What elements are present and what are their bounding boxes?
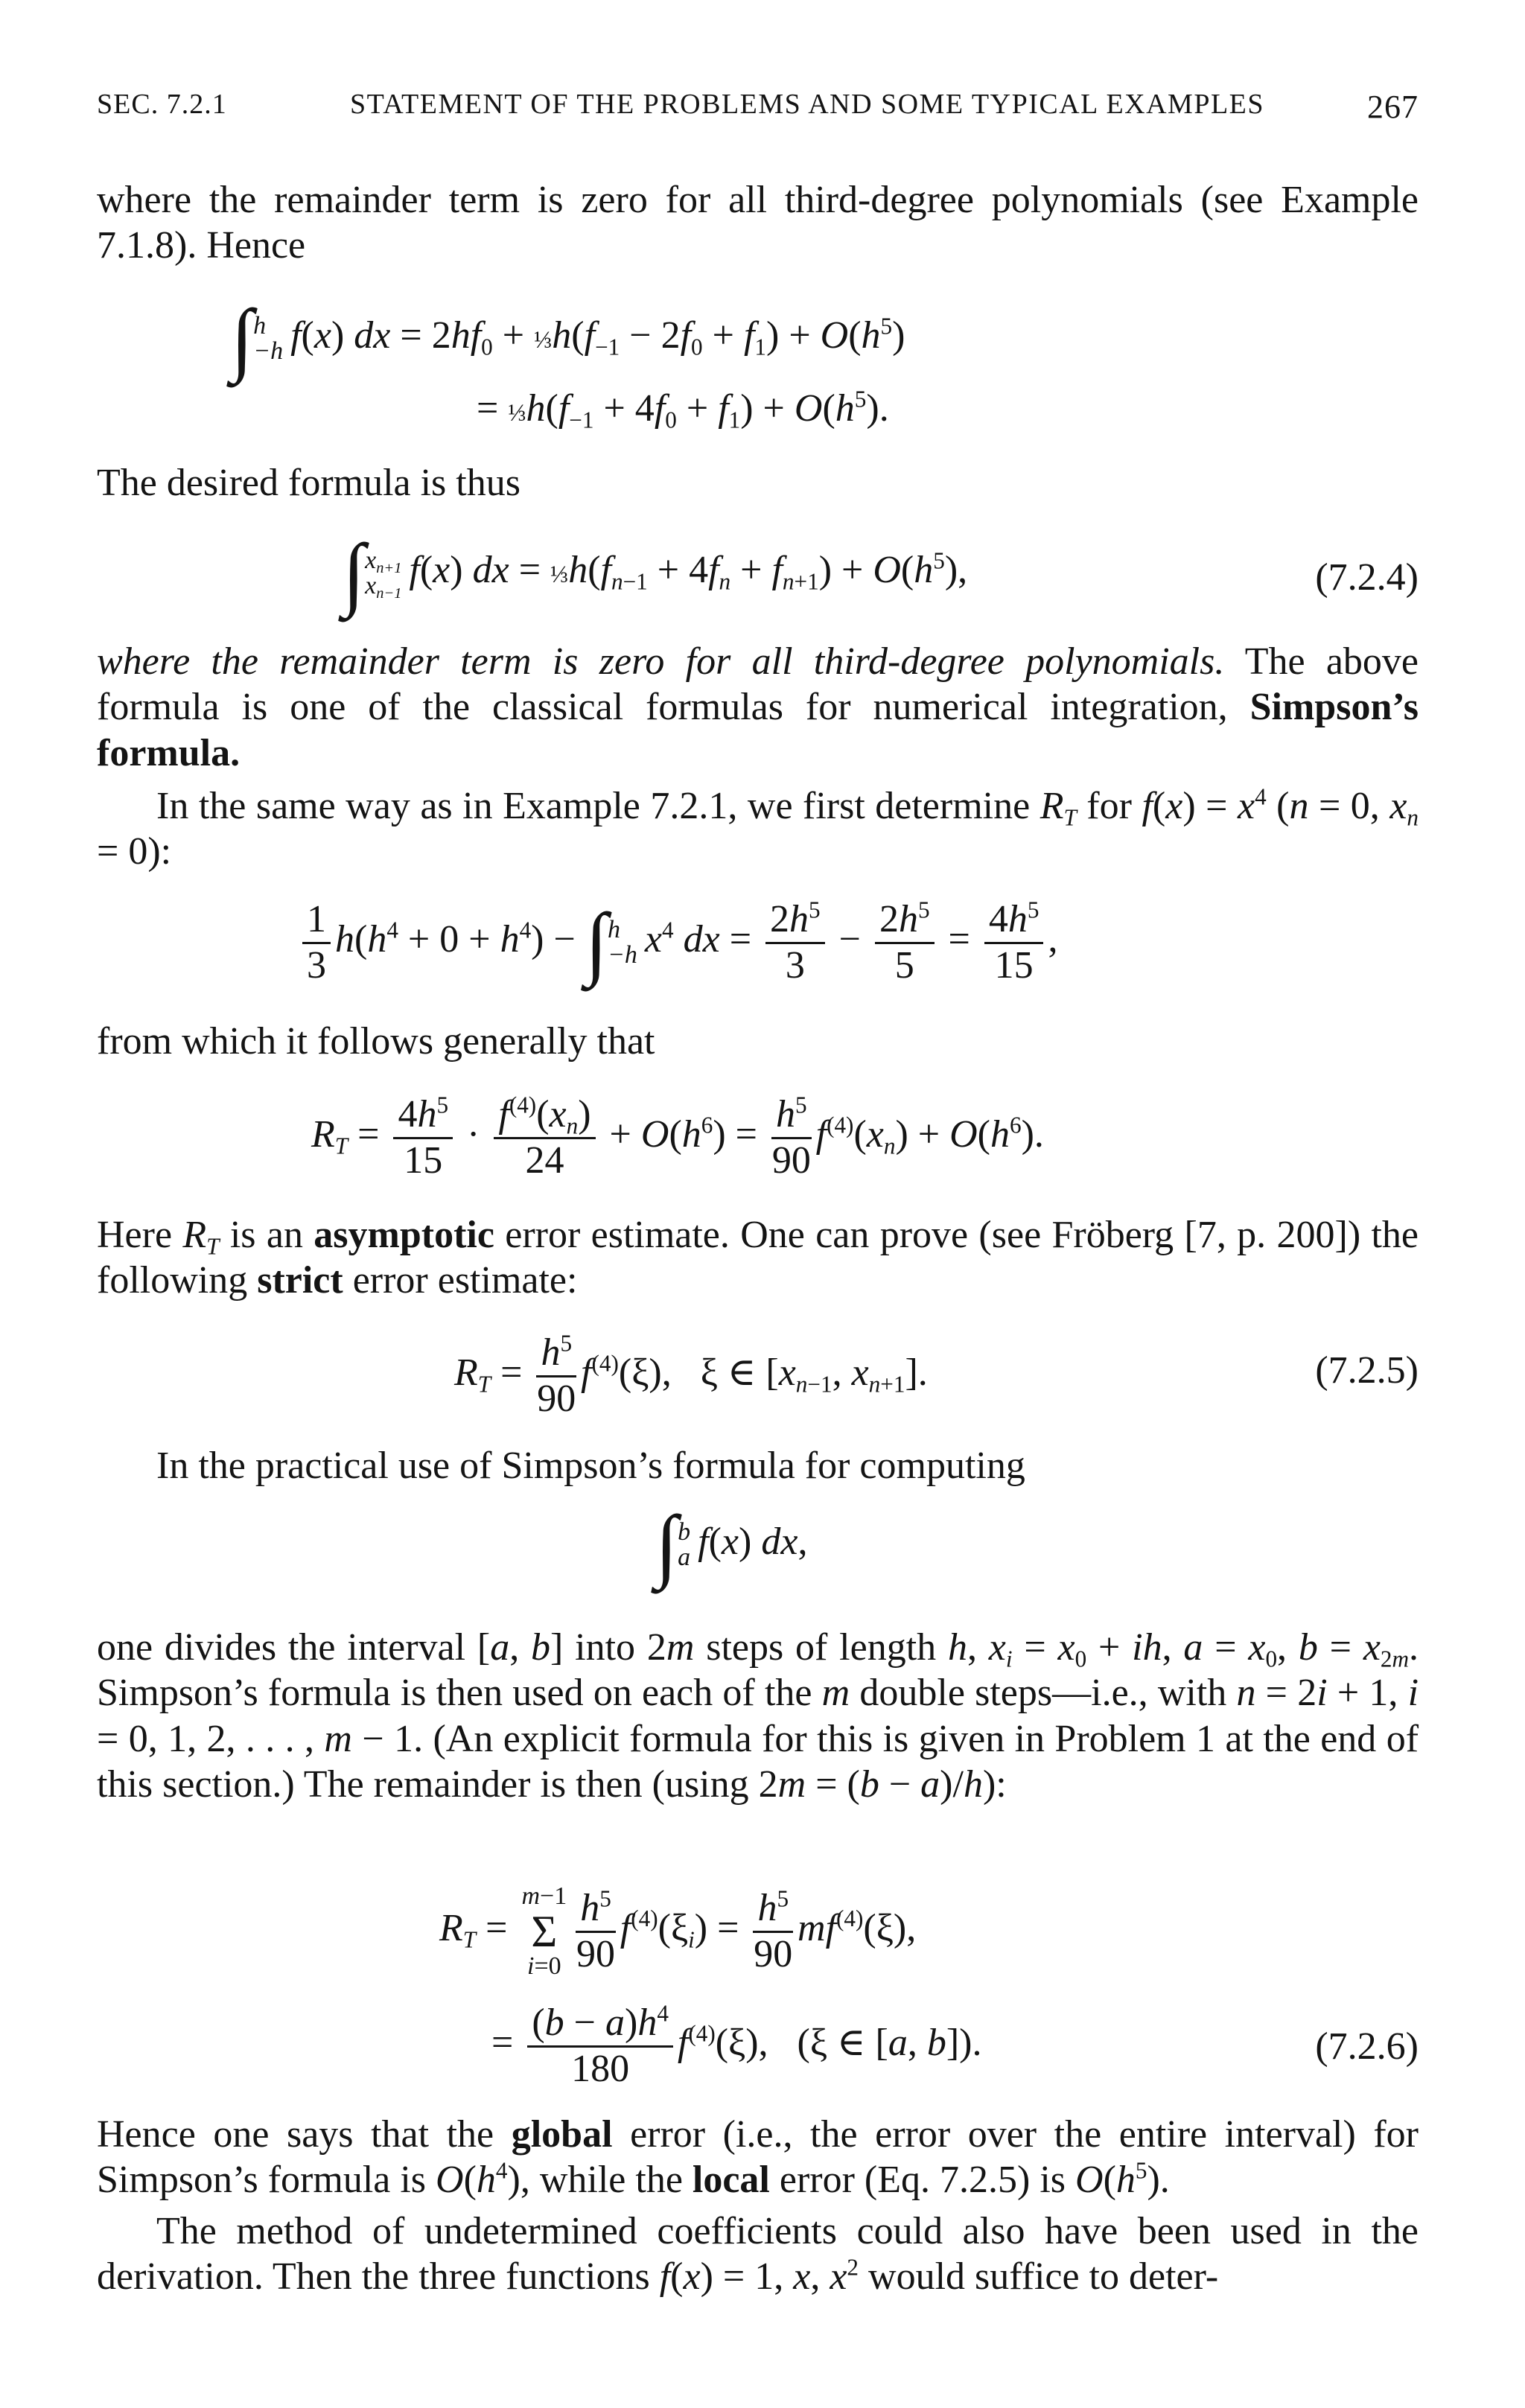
paragraph-asymptotic: Here $R_T$ is an asymptotic error estimate. One can prove (see Fröberg [7, p. 200]) the following strict error estimate: [97, 1214, 1419, 1302]
equation-remainder-x4: $\frac{1}{3}$ $h(h^4 + 0 + h^4)$ − ∫ h −h $x^4$ dx = $\frac{2h^5}{3}$ − $\frac{2h^5}{5}$ = $\frac{4h^5}{15}$ , [298, 899, 1057, 986]
page-number: 267 [1367, 89, 1419, 125]
paragraph-from-which: from which it follows generally that [97, 1020, 655, 1063]
paragraph-simpson: where the remainder term is zero for all third-degree polynomials. The above formula is one of the classical formulas for numerical integration, Simpson’s formula. [97, 640, 1419, 774]
running-header [97, 88, 1419, 133]
paragraph-divides-interval: one divides the interval [a, b] into 2m steps of length h, $x_i = x_0$ + ih, $a = x_0$, $b = x_{2m}$. Simpson’s formula is then used on each of the m double steps—i.e., with n = 2i + 1, i = 0, 1, 2, . . . , m − 1. (An explicit formula for this is given in Problem 1 at the end of this section.) The remainder is then (using 2m = (b − a)/h): [97, 1626, 1419, 1806]
equation-number-7-2-6: (7.2.6) [1315, 2025, 1419, 2068]
equation-number-7-2-5: (7.2.5) [1315, 1349, 1419, 1392]
equation-composite-rt-1: $R_T = m-1$ Σ i=0 $\frac{h^5}{90}$ $f^{(4)}(\xi_i)$ = $\frac{h^5}{90}$ $mf^{(4)}(\xi)$, [439, 1882, 917, 1980]
equation-strict-rt: $R_T$ = $\frac{h^5}{90}$ $f^{(4)}(\xi)$, ξ ∈ [$x_{n-1}$, $x_{n+1}$]. [454, 1330, 928, 1420]
paragraph-intro: where the remainder term is zero for all third-degree polynomials (see Example 7.1.8). Hence [97, 179, 1419, 267]
paragraph-undetermined-coefficients: The method of undetermined coefficients could also have been used in the derivation. Then the three functions f(x) = 1, x, $x^2$ would suffice to deter- [97, 2210, 1419, 2299]
header-title: STATEMENT OF THE PROBLEMS AND SOME TYPICAL EXAMPLES [350, 89, 1265, 120]
paragraph-practical-use: In the practical use of Simpson’s formula for computing [156, 1445, 1025, 1487]
paragraph-global-error: Hence one says that the global error (i.e., the error over the entire interval) for Simpson’s formula is $O(h^4)$, while the local error (Eq. 7.2.5) is $O(h^5)$. [97, 2113, 1419, 2202]
equation-composite-rt-2: = $\frac{(b - a)h^4}{180}$ $f^{(4)}(\xi)$, (ξ ∈ [a, b]). [491, 2000, 982, 2090]
paragraph-desired: The desired formula is thus [97, 462, 520, 504]
paragraph-same-way: In the same way as in Example 7.2.1, we first determine $R_T$ for $f(x) = x^4$ (n = 0, $x_n = 0$): [97, 783, 1419, 873]
section-label: SEC. 7.2.1 [97, 89, 227, 120]
equation-asymptotic-rt: $R_T$ = $\frac{4h^5}{15}$ · $\frac{f^{(4)}(x_n)}{24}$ + $O(h^6)$ = $\frac{h^5}{90}$ $f^{(4)}(x_n) + O(h^6)$. [311, 1092, 1044, 1182]
equation-simpson-derivation-2: = $\frac{1}{3}h(f_{-1} + 4f_0 + f_1) + O(h^5)$. [477, 386, 889, 433]
equation-simpson-formula: ∫ $x_{n+1}$ $x_{n-1}$ f(x) dx = $\frac{1}{3}h(f_{n-1} + 4f_n + f_{n+1}) + O(h^5)$, [343, 527, 968, 618]
equation-integral-ab: ∫ b a f(x) dx, [655, 1499, 808, 1590]
equation-simpson-derivation-1: ∫ h −h f(x) dx = $2hf_0$ + $\frac{1}{3}h(f_{-1} - 2f_0 + f_1) + O(h^5)$ [231, 293, 905, 383]
equation-number-7-2-4: (7.2.4) [1315, 556, 1419, 599]
